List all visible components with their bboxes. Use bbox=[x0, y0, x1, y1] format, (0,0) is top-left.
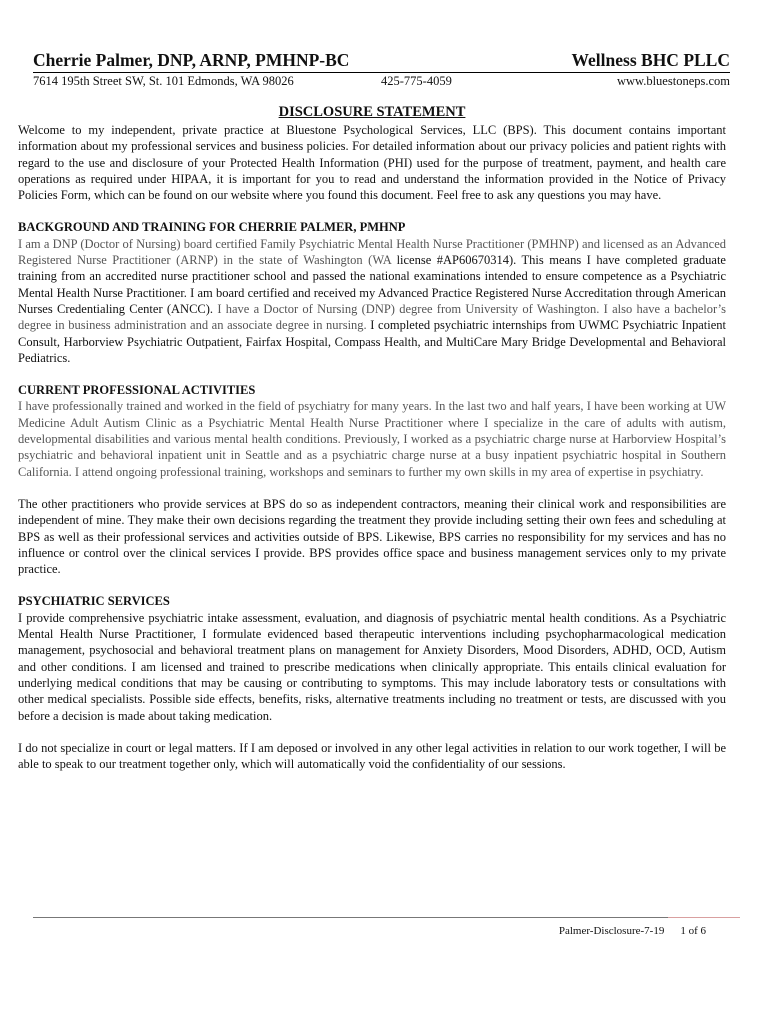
letterhead-top-row bbox=[33, 50, 730, 73]
background-paragraph bbox=[18, 236, 726, 366]
other-practitioners-paragraph: The other practitioners who provide services at BPS do so as independent contractors, meaning their clinical work and responsibilities are independent of mine. They make their own decisions regarding the treatment they provide including setting their own fees and scheduling at BPS as well as their professional services and activities outside of BPS. Likewise, BPS carries no responsibility for my services and has no influence or control over the clinical services I provide. BPS provides office space and business management services only to my private practice. bbox=[18, 496, 726, 577]
background-text-1: I am a DNP (Doctor of Nursing) board certified Family Psychiatric Mental Health Nurse Practitioner (PMHNP) and licensed as an Advanced Registered Nurse Practitioner (ARNP) in the state of Washington (WA bbox=[18, 236, 726, 268]
footer bbox=[420, 925, 706, 937]
footer-divider bbox=[33, 917, 740, 918]
document-title: DISCLOSURE STATEMENT bbox=[278, 104, 466, 120]
page-number: 1 of 6 bbox=[680, 925, 706, 937]
letterhead bbox=[33, 50, 730, 89]
document-body bbox=[18, 104, 726, 772]
phone-number: 425-775-4059 bbox=[381, 74, 452, 88]
footer-accent-line bbox=[668, 917, 740, 918]
provider-name: Cherrie Palmer, DNP, ARNP, PMHNP-BC bbox=[33, 50, 350, 70]
address: 7614 195th Street SW, St. 101 Edmonds, WA 98026 bbox=[33, 74, 294, 88]
letterhead-contact-row bbox=[33, 74, 730, 89]
background-text-2: license #AP60670314). This means I have completed graduate training from an accredited nurse practitioner school and passed the national examinations intended to ensure competence as a Psychiatric Mental Health Nurse Practitioner. I am board certified and received my Advanced Practice Registered Nurse Accreditation through American Nurses Credentialing Center (ANCC). bbox=[18, 253, 726, 316]
document-id: Palmer-Disclosure-7-19 bbox=[558, 925, 665, 937]
psychiatric-services-heading: PSYCHIATRIC SERVICES bbox=[18, 594, 170, 609]
company-name: Wellness BHC PLLC bbox=[571, 50, 730, 70]
background-text-4: I completed psychiatric internships from UWMC Psychiatric Inpatient Consult, Harborview Psychiatric Outpatient, Fairfax Hospital, Compass Health, and MultiCare Mary Bridge Developmental and Behavioral Pediatrics. bbox=[18, 318, 727, 365]
website: www.bluestoneps.com bbox=[616, 74, 730, 88]
current-activities-paragraph: I have professionally trained and worked in the field of psychiatry for many years. In the last two and half years, I have been working at UW Medicine Adult Autism Clinic as a Psychiatric Mental Health Nurse Practitioner where I specialize in the care of adults with autism, developmental disabilities and various mental health conditions. Previously, I worked as a psychiatric charge nurse at Harborview Hospital’s psychiatric and behavioral inpatient unit in Seattle and as a psychiatric charge nurse at a busy inpatient psychiatric hospital in Southern California. I attend ongoing professional training, workshops and seminars to further my own skills in my area of expertise in psychiatry. bbox=[18, 399, 726, 479]
psychiatric-services-paragraph: I provide comprehensive psychiatric intake assessment, evaluation, and diagnosis of psychiatric mental health conditions. As a Psychiatric Mental Health Nurse Practitioner, I formulate evidenced based therapeutic interventions including psychopharmacological medication management, psychosocial and behavioral treatment plans on management for Anxiety Disorders, Mood Disorders, ADHD, OCD, Autism and other conditions. I am licensed and trained to prescribe medications when clinically appropriate. This entails clinical evaluation for underlying medical conditions that may be causing or contributing to symptoms. This may include laboratory tests or consultations with other medical specialists. Possible side effects, benefits, risks, alternative treatments including no treatment or tests, are discussed with you before a decision is made about taking medication. bbox=[18, 610, 726, 723]
intro-paragraph: Welcome to my independent, private practice at Bluestone Psychological Services, LLC (BPS). This document contains important information about my professional services and business policies. For detailed information about our privacy policies and patient rights with regard to the use and disclosure of your Protected Health Information (PHI) used for the purpose of treatment, payment, and health care operations as required under HIPAA, it is important for you to read and understand the information provided in the Notice of Privacy Policies Form, which can be found on our website where you found this document. Feel free to ask any questions you may have. bbox=[18, 123, 726, 203]
legal-matters-paragraph: I do not specialize in court or legal matters. If I am deposed or involved in any other legal activities in relation to our work together, I will be able to speak to our treatment together only, which will automatically void the confidentiality of our sessions. bbox=[18, 740, 726, 772]
background-heading: BACKGROUND AND TRAINING FOR CHERRIE PALMER, PMHNP bbox=[18, 220, 406, 235]
current-activities-heading: CURRENT PROFESSIONAL ACTIVITIES bbox=[18, 383, 256, 398]
background-text-3: I have a Doctor of Nursing (DNP) degree from University of Washington. I also have a bachelor’s degree in business administration and an associate degree in nursing. bbox=[18, 301, 726, 333]
